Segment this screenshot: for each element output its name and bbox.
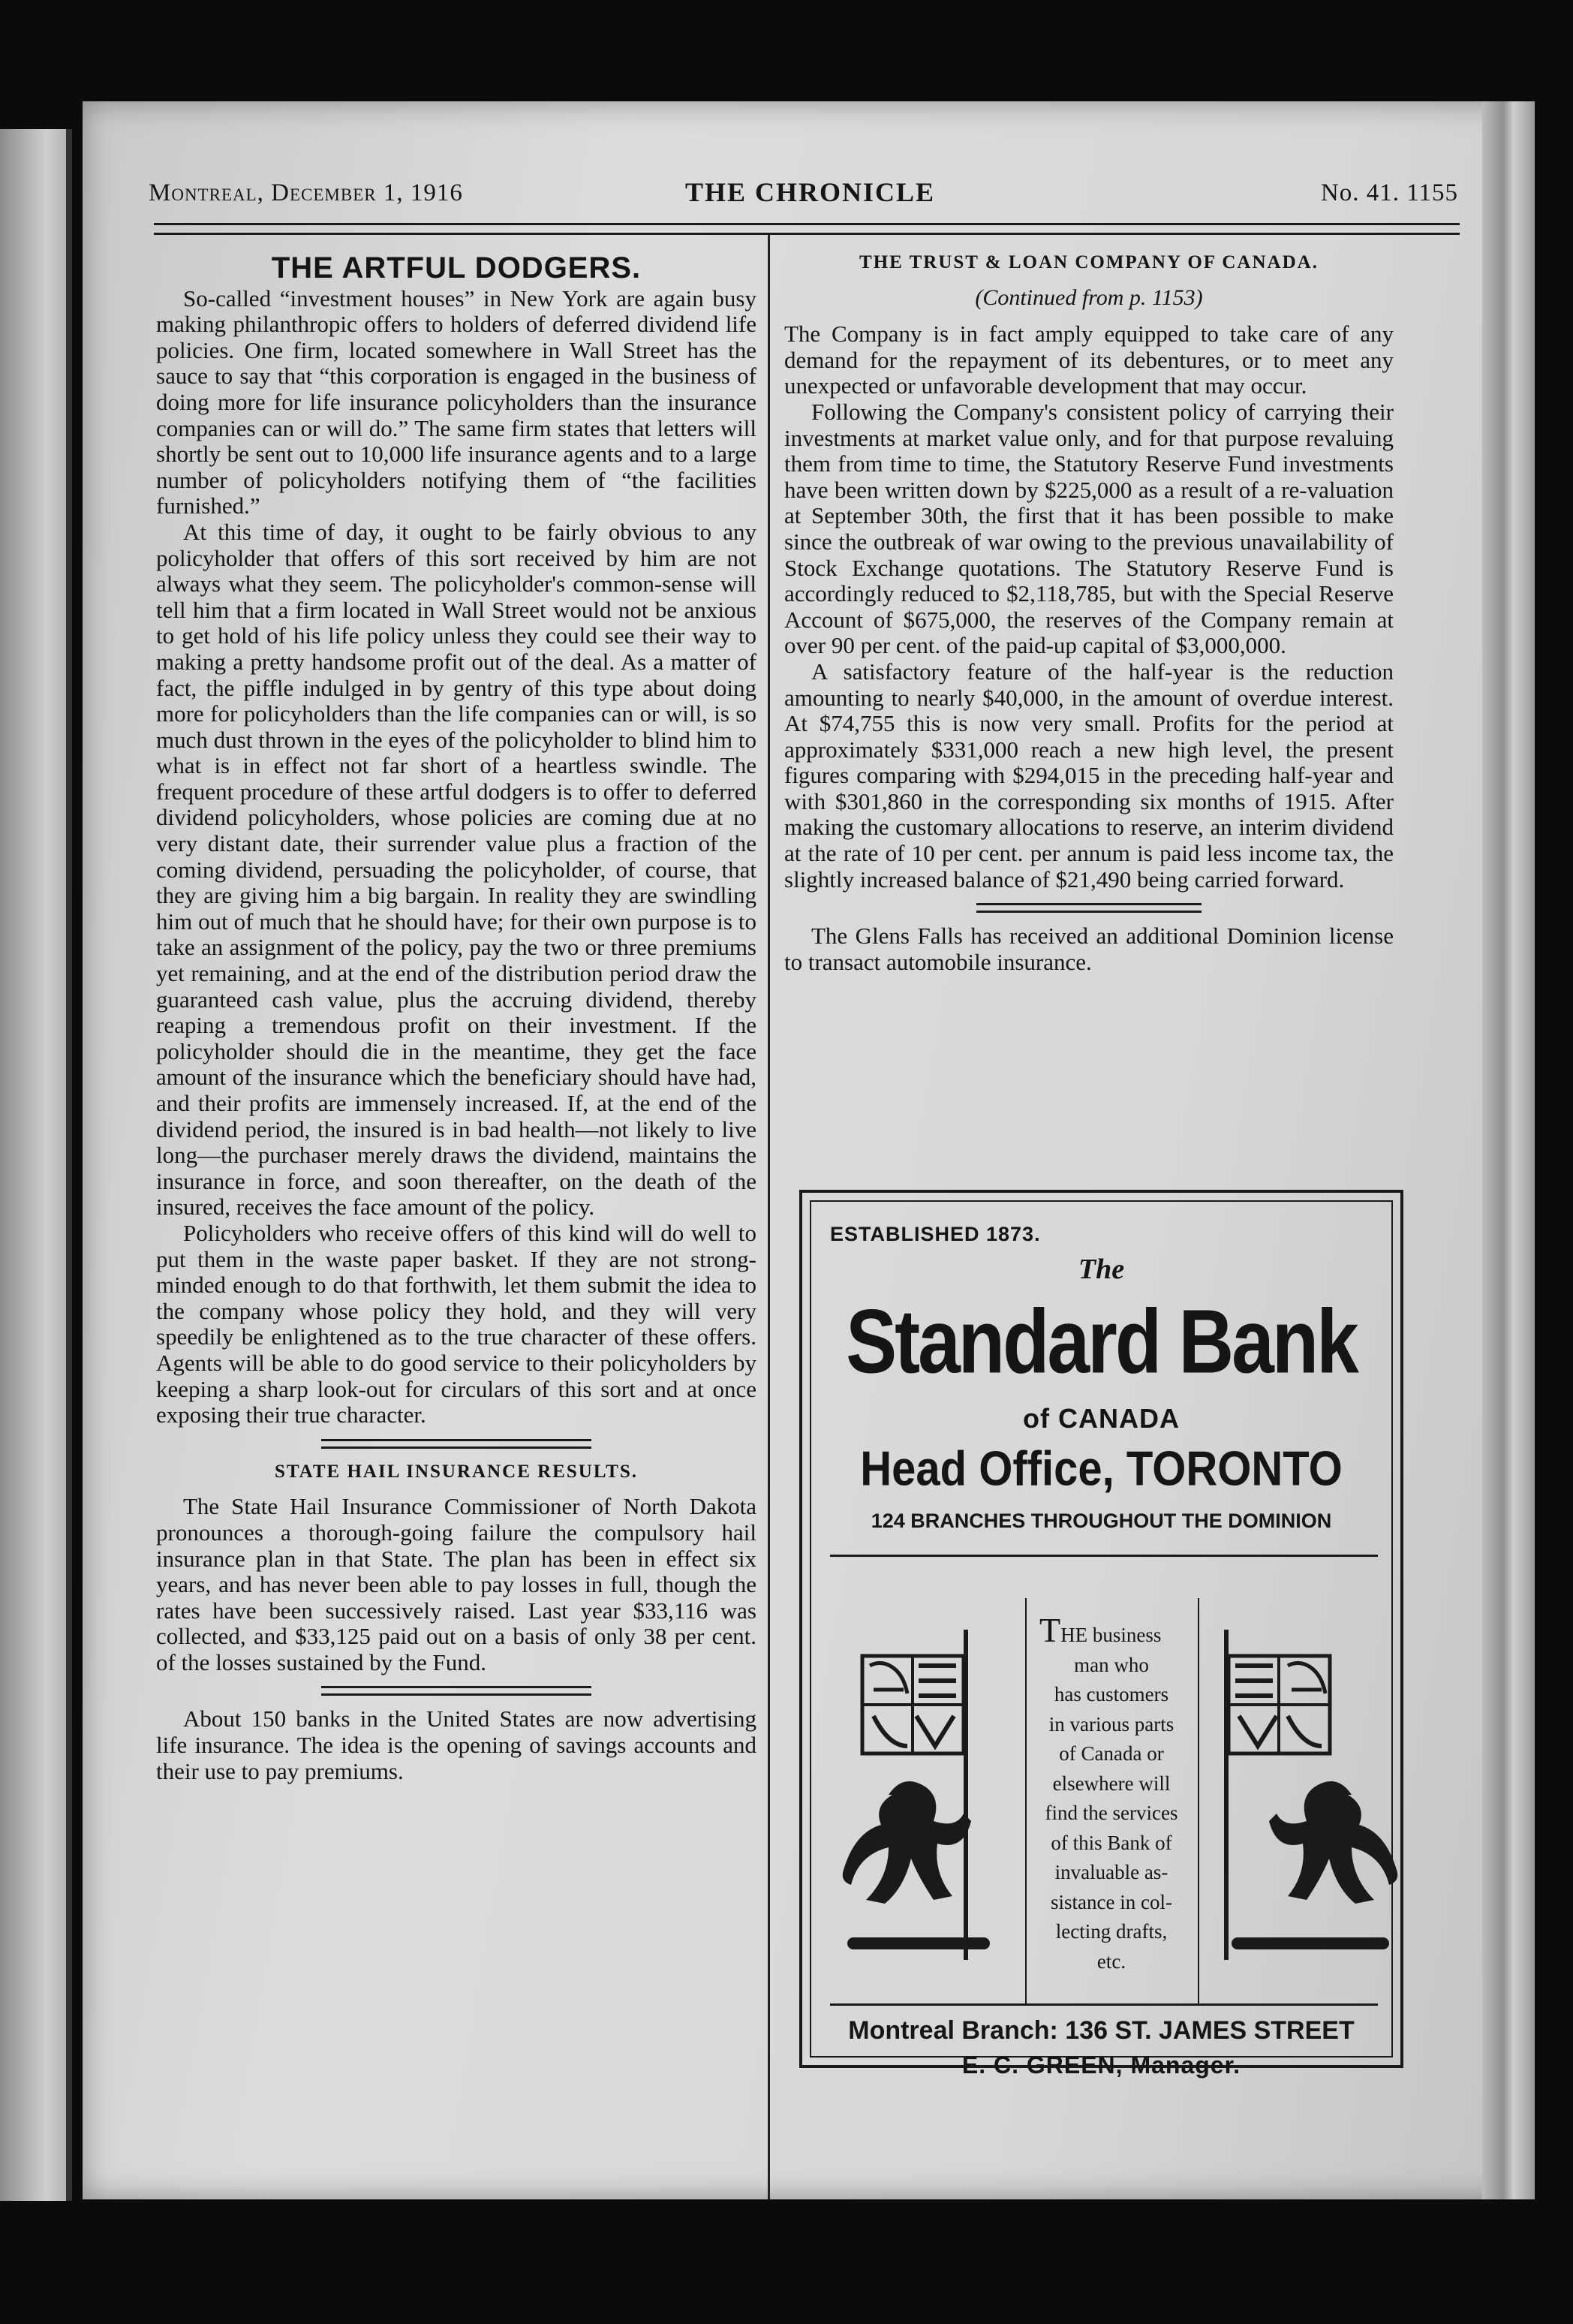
artful-dodgers-paragraph-3: Policyholders who receive offers of this kind will do well to put them in the waste paper basket. If they are not strong-minded enough to do that forthwith, let them submit the idea to the company whose policy they hold, and they will very speedily be enlightened as to the true character of these offers. Agents will be able to do good service to their policyholders by keeping a sharp look-out for circulars of this sort and at once exposing their true character. <box>156 1219 756 1428</box>
banks-note-paragraph: About 150 banks in the United States are now advertising life insurance. The idea is the opening of savings accounts and their use to pay premiums. <box>156 1705 756 1784</box>
ad-body-line-7: of this Bank of <box>1051 1831 1172 1854</box>
ad-body-text <box>1036 1611 1187 1976</box>
bank-name: Standard Bank <box>846 1291 1357 1392</box>
ad-divider-bottom <box>830 2003 1378 2006</box>
ad-body-line-2: has customers <box>1054 1683 1169 1705</box>
ad-body-line-9: sistance in col- <box>1051 1890 1172 1913</box>
trust-loan-title: THE TRUST & LOAN COMPANY OF CANADA. <box>859 252 1319 272</box>
newspaper-page <box>83 101 1535 2199</box>
glens-falls-paragraph: The Glens Falls has received an additional Dominion license to transact automobile insurance. <box>784 923 1394 975</box>
branches-line: 124 BRANCHES THROUGHOUT THE DOMINION <box>871 1510 1332 1532</box>
trust-loan-paragraph-1: The Company is in fact amply equipped to take care of any demand for the repayment of its debentures, or to meet any unexpected or unfavorable development that may occur. <box>784 321 1394 399</box>
running-head <box>149 170 1458 215</box>
coat-of-arms-flag-lion-icon <box>1217 1622 1408 1975</box>
artful-dodgers-paragraph-2: At this time of day, it ought to be fairly obvious to any policyholder that offers of this sort received by him are not always what they seem. The policyholder's common-sense will tell him that a firm located in Wall Street would not be anxious to get hold of his life policy unless they could see their way to making a pretty handsome profit out of the deal. As a matter of fact, the piffle indulged in by gentry of this type about doing more for policyholders than the life companies can or will, is so much dust thrown in the eyes of the policyholder to blind him to what is in effect not far short of a heartless swindle. The frequent procedure of these artful dodgers is to offer to deferred dividend policyholders, whose policies are coming due at no very distant date, their surrender value plus a fraction of the coming dividend, persuading the policyholder, of course, that they are giving him a big bargain. In reality they are swindling him out of much that he should have; for their own purpose is to take an assignment of the policy, pay the two or three premiums yet remaining, and at the end of the distribution period draw the guaranteed cash value, plus the accruing dividend, thereby reaping a tremendous profit on their investment. If the policyholder should die in the meantime, they get the face amount of the insurance which the beneficiary should have had, and their profits are immensely increased. If, at the end of the dividend period, the insured is in bad health—not likely to live long—the purchaser merely draws the dividend, maintains the insurance in force, and soon thereafter, on the death of the insured, receives the face amount of the policy. <box>156 518 756 1221</box>
coat-of-arms-flag-lion-icon <box>832 1622 1024 1975</box>
section-divider <box>321 1686 591 1696</box>
ad-vertical-divider-left <box>1025 1598 1027 2003</box>
state-hail-title: STATE HAIL INSURANCE RESULTS. <box>274 1461 639 1482</box>
ad-body-line-0: HE business <box>1060 1624 1162 1646</box>
ad-body-line-6: find the services <box>1045 1802 1178 1824</box>
ad-the: The <box>1078 1254 1125 1285</box>
ad-divider-top <box>830 1555 1378 1557</box>
artful-dodgers-paragraph-1: So-called “investment houses” in New York are again busy making philanthropic offers to holders of deferred dividend life policies. One firm, located somewhere in Wall Street has the sauce to say that “this corporation is engaged in the business of doing more for life insurance policyholders than the insurance companies can or will do.” The same firm states that letters will shortly be sent out to 10,000 life insurance agents and to a large number of policyholders notifying them of “the facilities furnished.” <box>156 284 756 519</box>
ad-body-line-4: of Canada or <box>1059 1742 1164 1765</box>
state-hail-paragraph: The State Hail Insurance Commissioner of North Dakota pronounces a thorough-going failure the compulsory hail insurance plan in that State. The plan has been in effect six years, and has never been able to pay losses in full, though the rates have been successively raised. Last year $33,116 was collected, and $33,125 paid out on a basis of only 38 per cent. of the losses sustained by the Fund. <box>156 1493 756 1675</box>
section-divider <box>321 1439 591 1449</box>
trust-loan-paragraph-2: Following the Company's consistent policy of carrying their investments at market value only, and for that purpose revaluing them from time to time, the Statutory Reserve Fund investments have been written down by $225,000 as a result of a re-valuation at September 30th, the first that it has been possible to make since the outbreak of war owing to the previous unavailability of Stock Exchange quotations. The Statutory Reserve Fund is accordingly reduced to $2,118,785, but with the Special Reserve Account of $675,000, the reserves of the Company remain at over 90 per cent. of the paid-up capital of $3,000,000. <box>784 398 1394 659</box>
place-date: Montreal, December 1, 1916 <box>149 179 463 206</box>
section-divider <box>976 903 1202 913</box>
column-divider <box>768 235 770 2199</box>
continued-note: (Continued from p. 1153) <box>975 284 1203 310</box>
montreal-branch: Montreal Branch: 136 ST. JAMES STREET <box>848 2016 1355 2045</box>
ad-body-line-3: in various parts <box>1048 1712 1174 1735</box>
ad-body-line-8: invaluable as- <box>1054 1861 1168 1883</box>
ad-body-line-1: man who <box>1074 1653 1149 1676</box>
ad-body-line-11: etc. <box>1096 1949 1126 1973</box>
branch-manager: E. C. GREEN, Manager. <box>961 2052 1241 2079</box>
previous-page-edge <box>0 129 72 2201</box>
ad-body-line-10: lecting drafts, <box>1055 1920 1168 1943</box>
trust-loan-paragraph-3: A satisfactory feature of the half-year is the reduction amounting to nearly $40,000, in the amount of overdue interest. At $74,755 this is now very small. Profits for the period at approximately $331,000 reach a new high level, the present figures comparing with $294,015 in the preceding half-year and with $301,860 in the corresponding six months of 1915. After making the customary allocations to reserve, an interim dividend at the rate of 10 per cent. per annum is paid less income tax, the slightly increased balance of $21,490 being carried forward. <box>784 658 1394 893</box>
drop-cap: T <box>1039 1611 1061 1649</box>
ad-body-line-5: elsewhere will <box>1052 1772 1171 1795</box>
standard-bank-advertisement <box>799 1190 1403 2079</box>
right-column <box>784 250 1394 975</box>
page-binding-edge <box>1482 101 1535 2199</box>
left-column <box>156 251 756 1784</box>
bank-country: of CANADA <box>1023 1403 1180 1434</box>
head-office: Head Office, TORONTO <box>860 1441 1343 1496</box>
header-double-rule <box>154 223 1460 235</box>
artful-dodgers-title: THE ARTFUL DODGERS. <box>271 251 642 284</box>
advertisement-inner-border <box>810 1200 1393 2079</box>
issue-page-number: No. 41. 1155 <box>1320 179 1458 206</box>
ad-vertical-divider-right <box>1198 1598 1199 2003</box>
established-year: ESTABLISHED 1873. <box>830 1223 1041 1245</box>
publication-title: THE CHRONICLE <box>685 177 936 207</box>
